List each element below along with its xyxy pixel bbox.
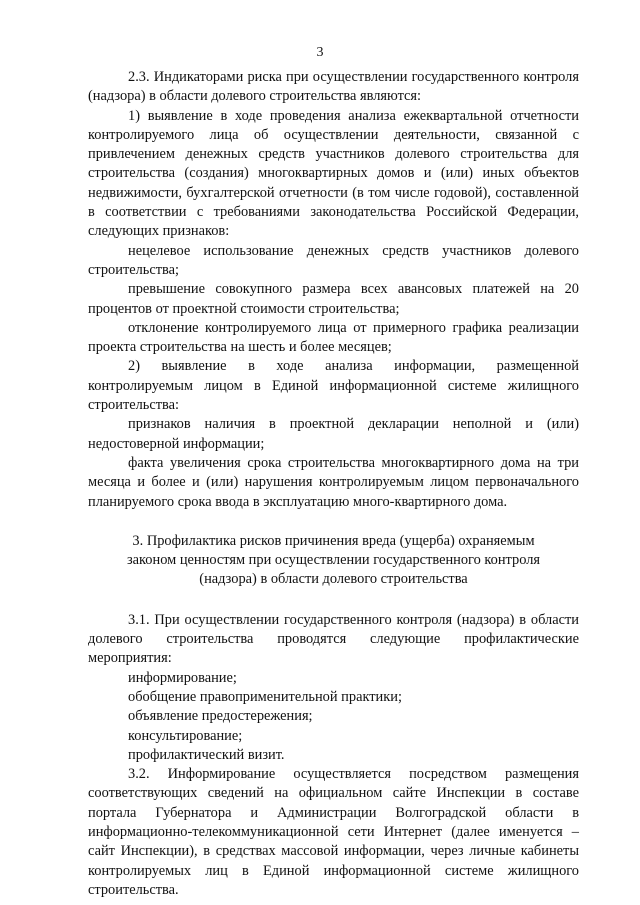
paragraph-3-2: 3.2. Информирование осуществляется посредством размещения соответствующих сведений на официальном сайте Инспекции в составе портала Губернатора и Администрации Волгоградской области в информационно-телекоммуникационной сети Интернет (далее именуется – сайт Инспекции), в средствах массовой информации, через личные кабинеты контролируемых лиц в Единой информационной системе жилищного строительства. xyxy=(88,766,579,898)
paragraph-2-3-item-2: 2) выявление в ходе анализа информации, размещенной контролируемым лицом в Единой информационной системе жилищного строительства: xyxy=(88,358,579,414)
paragraph-2-3: 2.3. Индикаторами риска при осуществлении государственного контроля (надзора) в области долевого строительства являются: xyxy=(88,69,579,105)
page-number: 3 xyxy=(316,45,324,60)
section-3-heading: 3. Профилактика рисков причинения вреда (ущерба) охраняемым законом ценностям при осуществлении государственного контроля (надзора) в области долевого строительства xyxy=(126,532,541,588)
list-item-warning: объявление предостережения; xyxy=(128,708,313,725)
paragraph-deadline-increase: факта увеличения срока строительства многоквартирного дома на три месяца и более и (или) нарушения контролируемым лицом первоначального планируемого срока ввода в эксплуатацию много-квартирного дома. xyxy=(88,454,579,510)
document-body xyxy=(88,68,579,900)
list-item-consulting: консультирование; xyxy=(128,727,243,744)
list-item-preventive-visit: профилактический визит. xyxy=(128,746,285,763)
paragraph-incomplete-info: признаков наличия в проектной декларации неполной и (или) недостоверной информации; xyxy=(88,416,579,452)
list-item-practice-summary: обобщение правоприменительной практики; xyxy=(128,688,402,705)
paragraph-misuse-funds: нецелевое использование денежных средств участников долевого строительства; xyxy=(88,242,579,278)
list-item-informing: информирование; xyxy=(128,669,237,686)
paragraph-2-3-item-1: 1) выявление в ходе проведения анализа ежеквартальной отчетности контролируемого лица об осуществлении деятельности, связанной с привлечением денежных средств участников долевого строительства для строительства (создания) многоквартирных домов и (или) иных объектов недвижимости, бухгалтерской отчетности (в том числе годовой), составленной в соответствии с требованиями законодательства Российской Федерации, следующих признаков: xyxy=(88,107,579,240)
paragraph-schedule-deviation: отклонение контролируемого лица от примерного графика реализации проекта строительства на шесть и более месяцев; xyxy=(88,319,579,356)
paragraph-3-1: 3.1. При осуществлении государственного контроля (надзора) в области долевого строительства проводятся следующие профилактические мероприятия: xyxy=(88,611,579,667)
paragraph-advance-payments: превышение совокупного размера всех авансовых платежей на 20 процентов от проектной стоимости строительства; xyxy=(88,281,579,317)
